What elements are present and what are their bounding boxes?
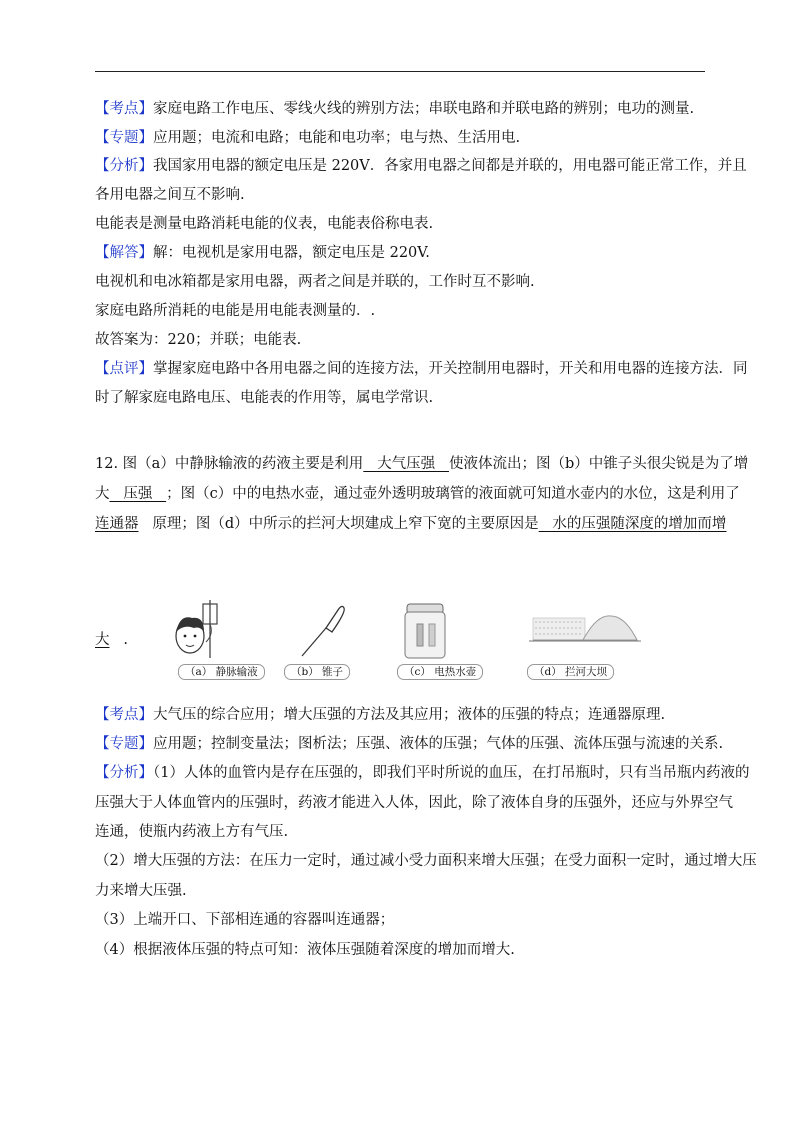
fenxi-text-1: 我国家用电器的额定电压是 220V．各家用电器之间都是并联的，用电器可能正常工作，并且 <box>153 158 747 174</box>
awl-illustration <box>280 598 380 664</box>
fenxi2-line-7: （4）根据液体压强的特点可知：液体压强随着深度的增加而增大. <box>95 942 515 958</box>
kaodian2-line <box>95 706 665 724</box>
jieda-line-2: 电视机和电冰箱都是家用电器，两者之间是并联的，工作时互不影响. <box>95 274 535 290</box>
jieda-line-3: 家庭电路所消耗的电能是用电能表测量的．. <box>95 303 376 319</box>
header-rule <box>95 71 705 72</box>
question-12-line-3 <box>95 515 726 533</box>
q12-answer-2: 压强 <box>109 486 167 502</box>
fenxi-line-1 <box>95 157 747 175</box>
q12-answer-1: 大气压强 <box>363 456 449 472</box>
kaodian-text: 家庭电路工作电压、零线火线的辨别方法；串联电路和并联电路的辨别；电功的测量. <box>153 101 695 117</box>
q12-answer-4: 水的压强随深度的增加而增 <box>538 516 727 532</box>
fenxi2-line-3: 连通，使瓶内药液上方有气压. <box>95 824 289 840</box>
question-12-figures <box>170 598 650 680</box>
fenxi-line-3: 电能表是测量电路消耗电能的仪表，电能表俗称电表. <box>95 216 434 232</box>
dianping-text-1: 掌握家庭电路中各用电器之间的连接方法，开关控制用电器时，开关和用电器的连接方法．同 <box>153 361 748 377</box>
zhuanti2-tag: 【专题】 <box>95 736 153 752</box>
zhuanti-tag: 【专题】 <box>95 130 153 146</box>
q12-text-f: . <box>109 632 128 648</box>
zhuanti-line <box>95 129 520 147</box>
fenxi2-line-5: 力来增大压强. <box>95 883 187 899</box>
fenxi-tag: 【分析】 <box>95 158 153 174</box>
dianping-line-2: 时了解家庭电路电压、电能表的作用等，属电学常识. <box>95 390 434 406</box>
q12-text-d: ；图（c）中的电热水壶，通过壶外透明玻璃管的液面就可知道水壶内的水位，这是利用了 <box>166 486 740 502</box>
fenxi2-tag: 【分析】 <box>95 765 153 781</box>
fenxi2-text-1: （1）人体的血管内是存在压强的，即我们平时所说的血压，在打吊瓶时，只有当吊瓶内药液的 <box>153 765 750 781</box>
question-12-line-1 <box>95 455 748 473</box>
caption-d: （d） 拦河大坝 <box>527 664 614 680</box>
figure-d <box>525 598 650 680</box>
iv-drip-illustration <box>170 598 290 664</box>
figure-b <box>280 598 380 680</box>
question-12-line-4 <box>95 631 128 649</box>
dianping-tag: 【点评】 <box>95 361 153 377</box>
jieda-line <box>95 244 430 262</box>
zhuanti2-text: 应用题；控制变量法；图析法；压强、液体的压强；气体的压强、流体压强与流速的关系. <box>153 736 724 752</box>
kettle-illustration <box>395 598 505 664</box>
kaodian-tag: 【考点】 <box>95 101 153 117</box>
jieda-text: 解：电视机是家用电器，额定电压是 220V. <box>153 245 430 261</box>
q12-text-c: 大 <box>95 486 110 502</box>
q12-text-b: 使液体流出；图（b）中锥子头很尖锐是为了增 <box>448 456 749 472</box>
figure-c <box>395 598 505 680</box>
jieda-tag: 【解答】 <box>95 245 153 261</box>
fenxi2-line-2: 压强大于人体血管内的压强时，药液才能进入人体，因此，除了液体自身的压强外，还应与外界空气 <box>95 795 733 811</box>
figure-a <box>170 598 290 680</box>
q12-text-a: 12. 图（a）中静脉输液的药液主要是利用 <box>95 456 364 472</box>
q12-answer-3: 连通器 <box>95 516 139 532</box>
q12-answer-4-cont: 大 <box>95 632 110 648</box>
caption-a: （a） 静脉输液 <box>178 664 265 680</box>
dianping-line-1 <box>95 360 748 378</box>
jieda-line-4: 故答案为：220；并联；电能表. <box>95 332 302 348</box>
kaodian-line <box>95 100 694 118</box>
dam-illustration <box>525 598 650 664</box>
q12-text-e: 原理；图（d）中所示的拦河大坝建成上窄下宽的主要原因是 <box>138 516 539 532</box>
caption-c: （c） 电热水壶 <box>397 664 483 680</box>
fenxi2-line-1 <box>95 764 749 782</box>
zhuanti2-line <box>95 735 723 753</box>
fenxi-line-2: 各用电器之间互不影响. <box>95 187 245 203</box>
question-12-line-2 <box>95 485 740 503</box>
fenxi2-line-6: （3）上端开口、下部相连通的容器叫连通器； <box>95 912 395 928</box>
kaodian2-tag: 【考点】 <box>95 707 153 723</box>
zhuanti-text: 应用题；电流和电路；电能和电功率；电与热、生活用电. <box>153 130 521 146</box>
kaodian2-text: 大气压的综合应用；增大压强的方法及其应用；液体的压强的特点；连通器原理. <box>153 707 666 723</box>
fenxi2-line-4: （2）增大压强的方法：在压力一定时，通过减小受力面积来增大压强；在受力面积一定时，通过增大压 <box>95 853 757 869</box>
caption-b: （b） 锥子 <box>284 664 350 680</box>
